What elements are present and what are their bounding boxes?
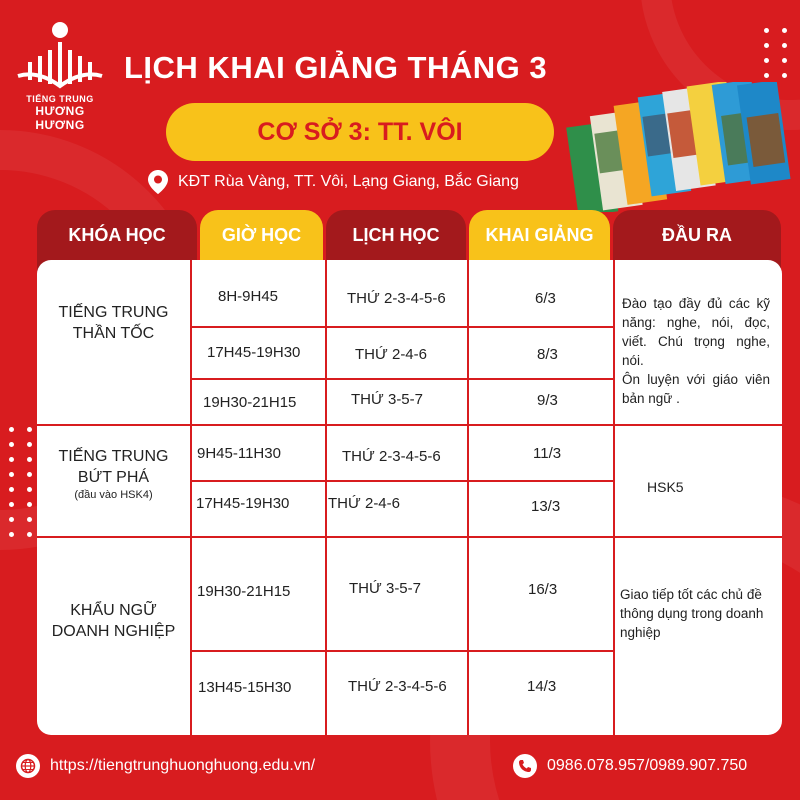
column-divider <box>325 260 327 735</box>
class-time: 17H45-19H30 <box>207 344 301 361</box>
class-days: THỨ 3-5-7 <box>351 391 423 408</box>
textbooks-image <box>565 82 795 212</box>
phone-icon <box>513 754 537 778</box>
header-course: KHÓA HỌC <box>37 210 197 272</box>
class-time: 19H30-21H15 <box>203 394 297 411</box>
column-divider <box>467 260 469 735</box>
class-days: THỨ 2-3-4-5-6 <box>348 678 447 695</box>
address-text: KĐT Rùa Vàng, TT. Vôi, Lạng Giang, Bắc Giang <box>178 173 519 190</box>
start-date: 6/3 <box>535 290 556 307</box>
column-divider <box>613 260 615 735</box>
globe-icon <box>16 754 40 778</box>
course-name: TIẾNG TRUNG BỨT PHÁ (đầu vào HSK4) <box>58 448 169 501</box>
class-days: THỨ 2-4-6 <box>355 346 427 363</box>
start-date: 16/3 <box>528 581 558 598</box>
class-time: 17H45-19H30 <box>196 495 290 512</box>
course-name: TIẾNG TRUNG THẦN TỐC <box>58 304 169 342</box>
row-divider <box>190 480 613 482</box>
brand-logo <box>10 20 110 132</box>
course-outcome: Giao tiếp tốt các chủ đề thông dụng trong doanh nghiệp <box>620 587 764 640</box>
schedule-table <box>37 260 782 735</box>
class-days: THỨ 2-3-4-5-6 <box>342 448 441 465</box>
page-title: LỊCH KHAI GIẢNG THÁNG 3 <box>124 50 548 85</box>
brand-line2: HƯƠNG HƯƠNG <box>35 104 85 132</box>
website-url[interactable]: https://tiengtrunghuonghuong.edu.vn/ <box>50 757 316 774</box>
start-date: 14/3 <box>527 678 557 695</box>
column-divider <box>190 260 192 735</box>
decorative-dots <box>9 427 35 537</box>
phone-contact[interactable] <box>513 754 747 778</box>
class-days: THỨ 2-3-4-5-6 <box>347 290 446 307</box>
group-divider <box>37 536 782 538</box>
header-start: KHAI GIẢNG <box>469 210 610 272</box>
class-days: THỨ 2-4-6 <box>328 495 400 512</box>
course-name: KHẨU NGỮ DOANH NGHIỆP <box>51 602 176 640</box>
start-date: 9/3 <box>537 392 558 409</box>
book-logo-icon <box>14 20 106 92</box>
location-pin-icon <box>148 170 168 194</box>
start-date: 13/3 <box>531 498 561 515</box>
website-link[interactable] <box>16 754 315 778</box>
start-date: 11/3 <box>533 445 562 462</box>
class-time: 8H-9H45 <box>218 288 279 305</box>
row-divider <box>190 378 613 380</box>
decorative-dots <box>764 28 800 78</box>
branch-badge: CƠ SỞ 3: TT. VÔI <box>166 103 554 161</box>
address <box>148 170 519 194</box>
class-days: THỨ 3-5-7 <box>349 580 421 597</box>
group-divider <box>37 424 782 426</box>
header-time: GIỜ HỌC <box>200 210 323 272</box>
header-outcome: ĐẦU RA <box>613 210 781 272</box>
brand-line1: TIẾNG TRUNG <box>26 94 94 104</box>
class-time: 13H45-15H30 <box>198 679 292 696</box>
course-outcome: Đào tạo đầy đủ các kỹ năng: nghe, nói, đọc, viết. Chú trọng nghe, nói. Ôn luyện với giáo viên bản ngữ . <box>622 296 770 406</box>
start-date: 8/3 <box>537 346 558 363</box>
row-divider <box>190 650 613 652</box>
phone-numbers[interactable]: 0986.078.957/0989.907.750 <box>547 757 748 774</box>
course-outcome: HSK5 <box>647 479 684 495</box>
header-schedule: LỊCH HỌC <box>326 210 466 272</box>
class-time: 19H30-21H15 <box>197 583 291 600</box>
row-divider <box>190 326 613 328</box>
class-time: 9H45-11H30 <box>197 445 281 462</box>
